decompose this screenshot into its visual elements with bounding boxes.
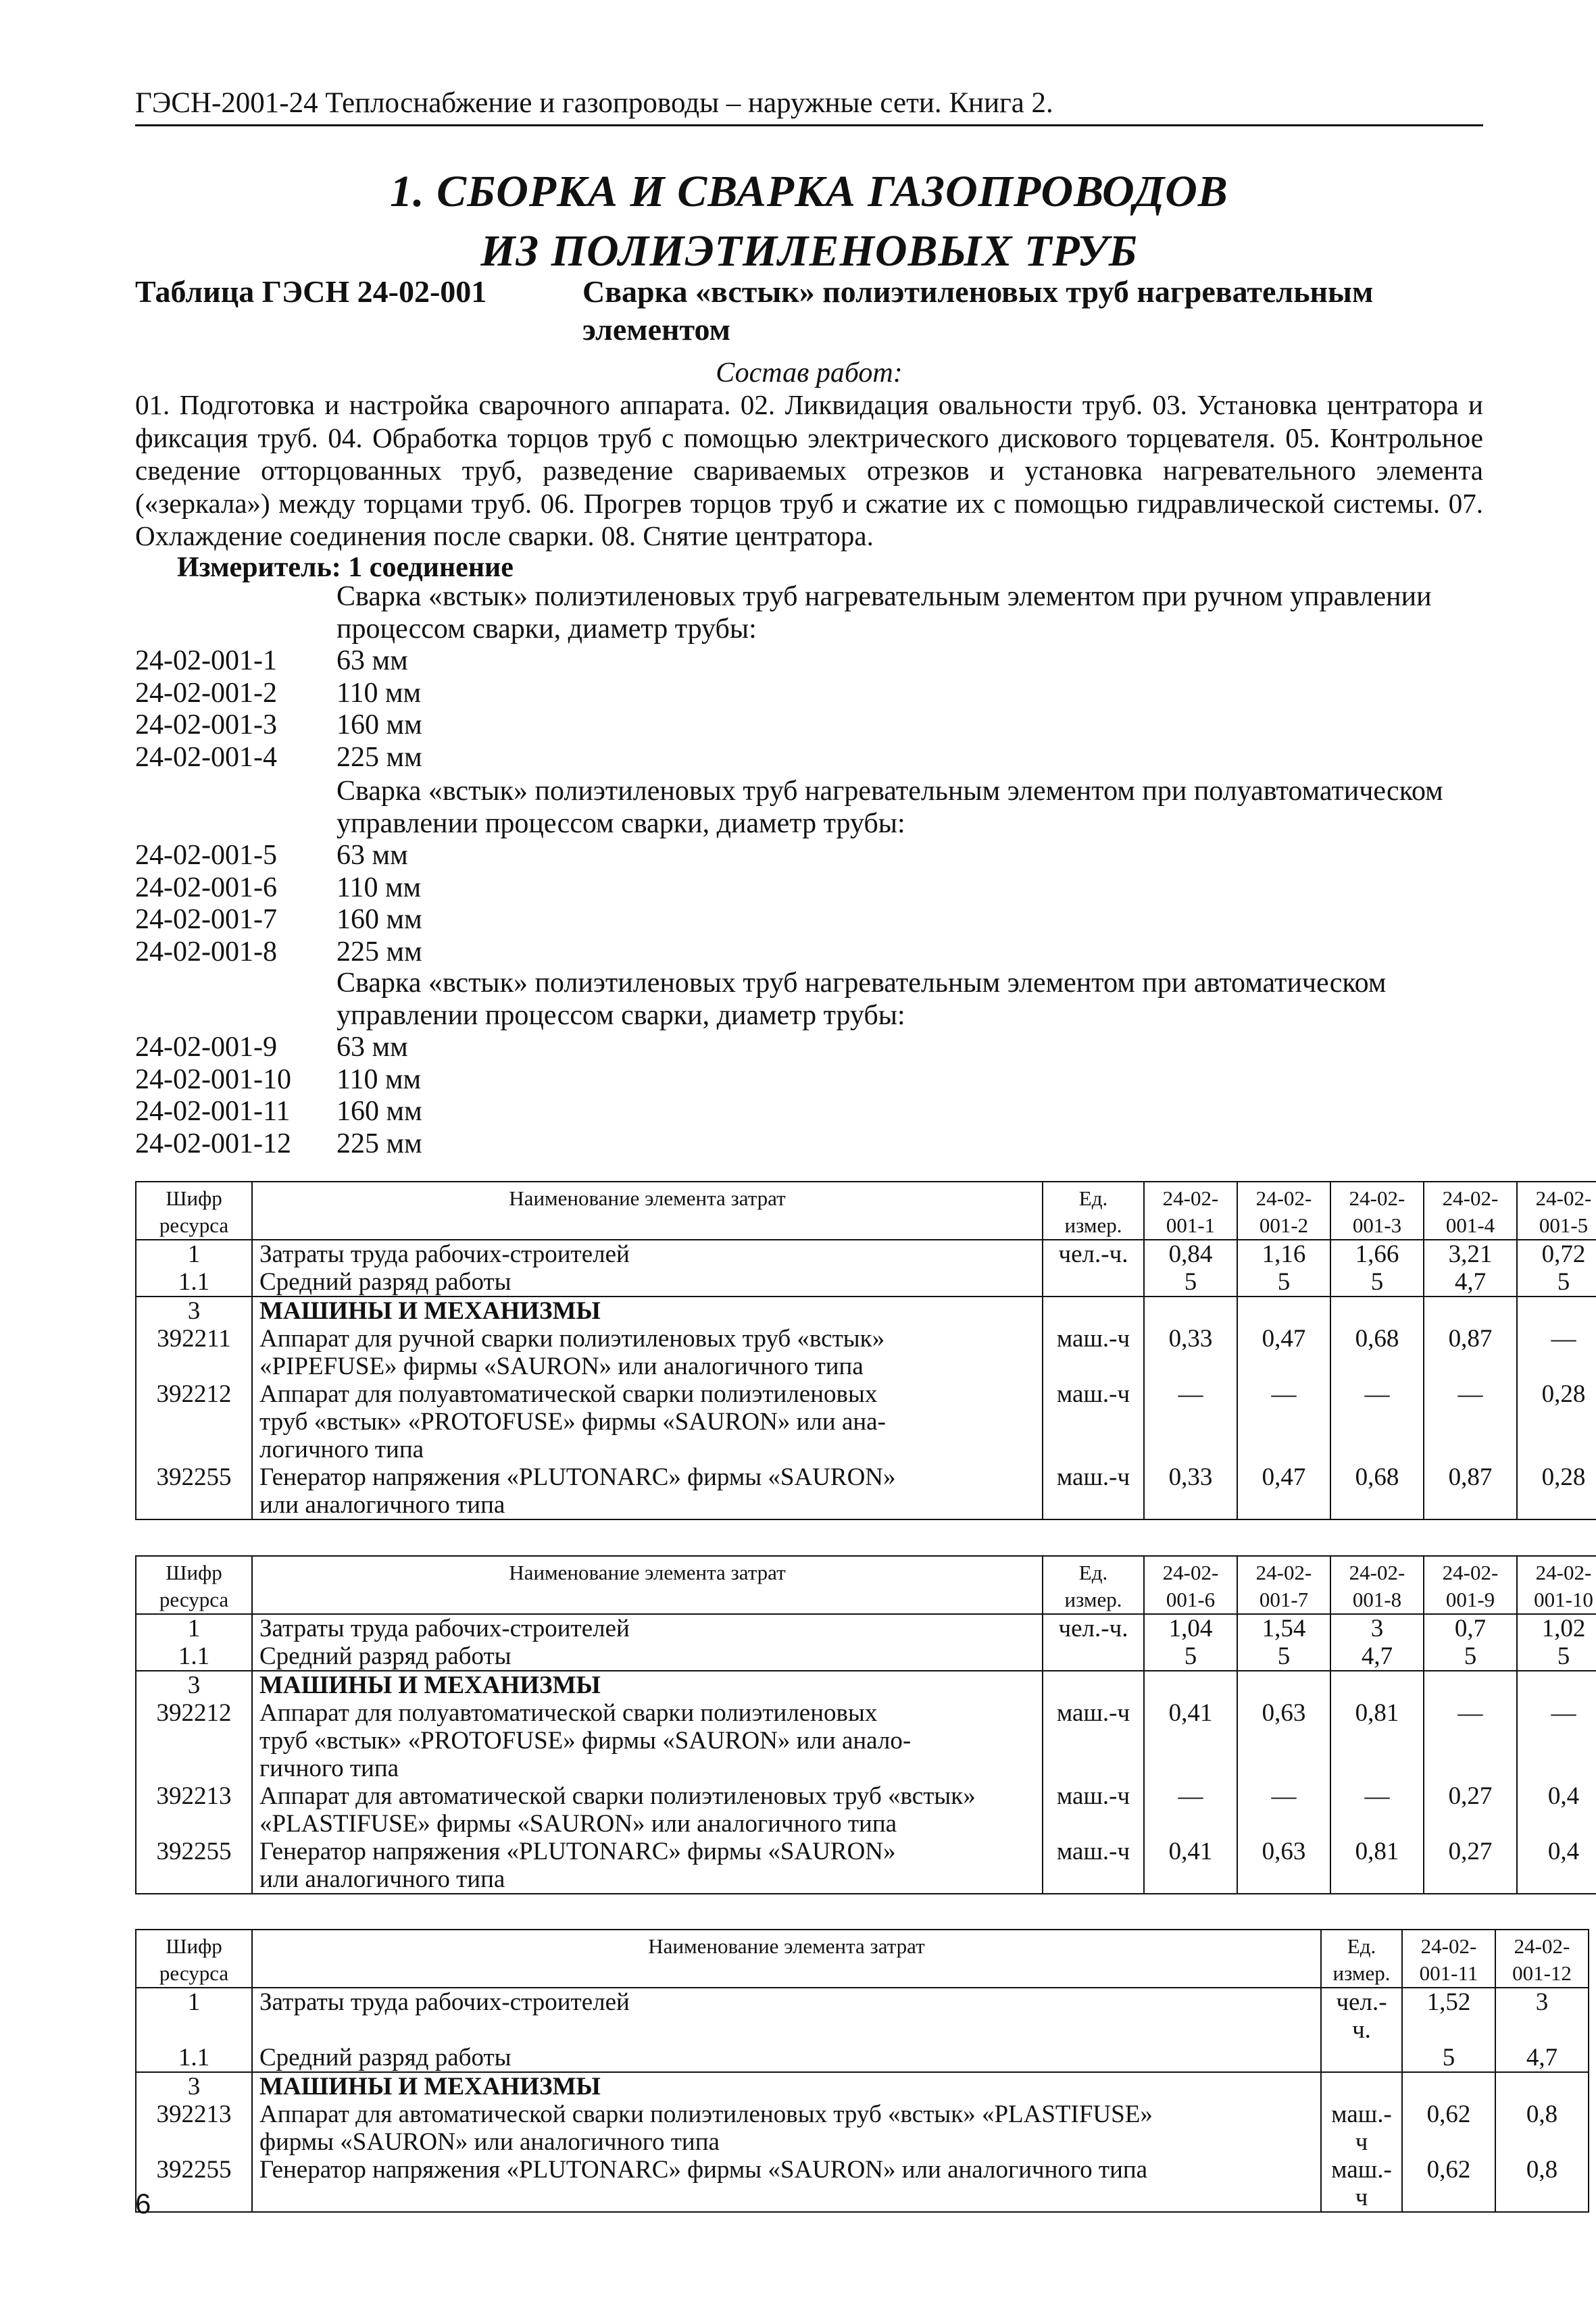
table-row	[136, 2044, 1589, 2072]
row-cipher: 392213	[136, 1782, 252, 1838]
table-label: Таблица ГЭСН 24-02-001	[135, 274, 487, 309]
table-row	[136, 1782, 1596, 1838]
row-name	[252, 2156, 1321, 2212]
variant-row	[135, 742, 1487, 774]
header-code	[1237, 1556, 1330, 1614]
variant-diameter: 160 мм	[336, 904, 422, 935]
table-row	[136, 1642, 1596, 1671]
row-value: 5	[1517, 1268, 1596, 1297]
row-name-line: логичного типа	[259, 1436, 424, 1463]
row-unit	[1321, 2072, 1402, 2101]
header-code-line: 24-02-	[1420, 1934, 1477, 1958]
header-code-line: 24-02-	[1535, 1561, 1592, 1584]
row-name	[252, 2101, 1321, 2156]
row-value: 1,04	[1144, 1614, 1237, 1642]
row-name-line: «PIPEFUSE» фирмы «SAURON» или аналогичного типа	[259, 1353, 864, 1380]
header-code-line: 24-02-	[1442, 1561, 1499, 1584]
row-name-line: Средний разряд работы	[259, 2044, 512, 2071]
row-unit	[1043, 1671, 1144, 1699]
variant-diameter: 63 мм	[336, 645, 408, 676]
row-value: 0,8	[1495, 2156, 1589, 2212]
row-unit: маш.-ч	[1321, 2156, 1402, 2212]
group-title: Сварка «встык» полиэтиленовых труб нагревательным элементом при автоматическом управлении процессом сварки, диаметр трубы:	[336, 967, 1387, 1031]
row-cipher: 392255	[136, 1838, 252, 1894]
header-unit-line: Ед.	[1347, 1934, 1376, 1958]
table-row	[136, 1671, 1596, 1699]
row-value: 0,41	[1144, 1699, 1237, 1782]
header-code	[1237, 1182, 1330, 1240]
header-code	[1402, 1930, 1495, 1988]
variant-row	[135, 840, 1487, 872]
table-header-row	[136, 1182, 1596, 1240]
group-title: Сварка «встык» полиэтиленовых труб нагревательным элементом при полуавтоматическом управлении процессом сварки, диаметр трубы:	[336, 776, 1443, 839]
variant-row	[135, 645, 1487, 678]
table-header-row	[136, 1930, 1589, 1988]
page-header: ГЭСН-2001-24 Теплоснабжение и газопроводы – наружные сети. Книга 2.	[135, 86, 1483, 126]
row-cipher: 1	[136, 1614, 252, 1642]
variant-row	[135, 904, 1487, 936]
row-name	[252, 1782, 1043, 1838]
row-name-line: «PLASTIFUSE» фирмы «SAURON» или аналогичного типа	[259, 1810, 897, 1838]
row-cipher: 392255	[136, 1463, 252, 1519]
row-name-line: Средний разряд работы	[259, 1642, 512, 1670]
table-row	[136, 1699, 1596, 1782]
header-cipher-line: ресурса	[159, 1588, 229, 1611]
header-cipher	[136, 1930, 252, 1988]
row-unit: маш.-ч	[1043, 1838, 1144, 1894]
meter-value: 1 соединение	[348, 552, 514, 583]
header-name: Наименование элемента затрат	[252, 1930, 1321, 1988]
variant-diameter: 110 мм	[336, 1063, 422, 1095]
row-name	[252, 1988, 1321, 2044]
section-title-line-1: 1. СБОРКА И СВАРКА ГАЗОПРОВОДОВ	[390, 167, 1228, 216]
row-value: 1,02	[1517, 1614, 1596, 1642]
row-unit: маш.-ч	[1043, 1699, 1144, 1782]
variant-row	[135, 709, 1487, 742]
row-name-line: Аппарат для автоматической сварки полиэтиленовых труб «встык» «PLASTIFUSE»	[259, 2101, 1153, 2128]
variant-row	[135, 1128, 1487, 1161]
row-name-line: труб «встык» «PROTOFUSE» фирмы «SAURON» или ана-	[259, 1408, 886, 1436]
row-value: 5	[1402, 2044, 1495, 2072]
row-value: 5	[1330, 1268, 1424, 1297]
row-value	[1330, 1297, 1424, 1325]
table-row	[136, 1838, 1596, 1894]
row-value: —	[1144, 1782, 1237, 1838]
variant-row	[135, 1096, 1487, 1128]
header-unit-line: Ед.	[1078, 1561, 1108, 1584]
row-name-line: Генератор напряжения «PLUTONARC» фирмы «SAURON»	[259, 1463, 896, 1491]
row-value: 3	[1330, 1614, 1424, 1642]
variant-diameter: 225 мм	[336, 936, 422, 967]
row-value: 0,81	[1330, 1699, 1424, 1782]
header-code-line: 001-2	[1259, 1213, 1309, 1237]
variant-row	[135, 1064, 1487, 1097]
page-number: 6	[135, 2188, 151, 2219]
resource-table	[135, 1929, 1589, 2213]
row-value: 0,4	[1517, 1838, 1596, 1894]
header-code-line: 24-02-	[1514, 1934, 1570, 1958]
header-code-line: 24-02-	[1535, 1186, 1592, 1210]
variant-code: 24-02-001-7	[135, 904, 277, 935]
table-row	[136, 1268, 1596, 1297]
header-cipher-line: Шифр	[166, 1561, 222, 1584]
row-value: 0,84	[1144, 1240, 1237, 1268]
row-value: 0,41	[1144, 1838, 1237, 1894]
row-unit: чел.-ч.	[1321, 1988, 1402, 2044]
row-value: 0,28	[1517, 1380, 1596, 1463]
row-name-line: или аналогичного типа	[259, 1865, 505, 1893]
header-code	[1330, 1182, 1424, 1240]
header-code-line: 001-7	[1259, 1588, 1309, 1611]
row-name	[252, 1463, 1043, 1519]
header-code-line: 001-10	[1534, 1588, 1593, 1611]
row-value: 0,27	[1424, 1838, 1517, 1894]
row-value: 5	[1237, 1642, 1330, 1671]
row-name-line: Затраты труда рабочих-строителей	[259, 1615, 630, 1642]
meter-label: Измеритель:	[177, 552, 341, 583]
header-code	[1517, 1556, 1596, 1614]
table-row	[136, 1988, 1589, 2044]
row-value: 0,47	[1237, 1325, 1330, 1380]
variant-diameter: 110 мм	[336, 677, 422, 709]
row-value: 0,87	[1424, 1463, 1517, 1519]
row-value: 0,27	[1424, 1782, 1517, 1838]
row-name-line: или аналогичного типа	[259, 1491, 505, 1519]
row-value: 3	[1495, 1988, 1589, 2044]
row-cipher: 1	[136, 1240, 252, 1268]
row-value: 0,68	[1330, 1463, 1424, 1519]
header-code-line: 24-02-	[1349, 1186, 1405, 1210]
variant-code: 24-02-001-1	[135, 645, 277, 676]
row-name	[252, 1325, 1043, 1380]
row-value: 0,28	[1517, 1463, 1596, 1519]
row-cipher: 3	[136, 2072, 252, 2101]
row-cipher: 3	[136, 1297, 252, 1325]
header-cipher-line: Шифр	[166, 1186, 222, 1210]
row-value	[1495, 2072, 1589, 2101]
row-unit	[1321, 2044, 1402, 2072]
table-title: Сварка «встык» полиэтиленовых труб нагревательным элементом	[582, 274, 1374, 347]
row-unit: маш.-ч	[1043, 1380, 1144, 1463]
row-value: 5	[1237, 1268, 1330, 1297]
resource-table	[135, 1555, 1596, 1894]
variant-code: 24-02-001-2	[135, 677, 277, 709]
row-value	[1144, 1671, 1237, 1699]
row-name-line: Аппарат для полуавтоматической сварки полиэтиленовых	[259, 1699, 878, 1727]
row-cipher: 392255	[136, 2156, 252, 2212]
row-name	[252, 1240, 1043, 1268]
row-name	[252, 1380, 1043, 1463]
meter-line	[177, 551, 514, 584]
variant-row	[135, 1032, 1487, 1064]
variant-diameter: 110 мм	[336, 872, 422, 903]
row-value: —	[1424, 1699, 1517, 1782]
row-value	[1237, 1297, 1330, 1325]
row-value: —	[1517, 1699, 1596, 1782]
row-name	[252, 1838, 1043, 1894]
row-value	[1424, 1671, 1517, 1699]
table-row	[136, 1380, 1596, 1463]
variant-diameter: 160 мм	[336, 709, 422, 740]
header-unit-line: измер.	[1332, 1961, 1391, 1985]
table-row	[136, 2101, 1589, 2156]
table-header-row	[136, 1556, 1596, 1614]
table-row	[136, 2072, 1589, 2101]
variant-diameter: 63 мм	[336, 1032, 408, 1063]
variant-diameter: 160 мм	[336, 1096, 422, 1127]
variant-diameter: 225 мм	[336, 1128, 422, 1159]
row-value	[1517, 1297, 1596, 1325]
header-code	[1330, 1556, 1424, 1614]
section-title	[135, 162, 1483, 281]
row-name-line: Средний разряд работы	[259, 1268, 512, 1296]
row-name-line: Затраты труда рабочих-строителей	[259, 1988, 630, 2016]
row-value: 1,66	[1330, 1240, 1424, 1268]
row-name-line: Генератор напряжения «PLUTONARC» фирмы «SAURON» или аналогичного типа	[259, 2156, 1148, 2184]
header-name: Наименование элемента затрат	[252, 1182, 1043, 1240]
work-composition-heading: Состав работ:	[716, 357, 903, 388]
row-value: —	[1330, 1380, 1424, 1463]
header-code-line: 24-02-	[1255, 1186, 1312, 1210]
variant-row	[135, 678, 1487, 710]
row-cipher: 392213	[136, 2101, 252, 2156]
header-unit	[1321, 1930, 1402, 1988]
resource-table	[135, 1181, 1596, 1520]
row-value: 0,47	[1237, 1463, 1330, 1519]
header-code	[1424, 1182, 1517, 1240]
header-code-line: 001-1	[1166, 1213, 1216, 1237]
work-composition-text: 01. Подготовка и настройка сварочного аппарата. 02. Ликвидация овальности труб. 03. Установка центратора и фиксация труб. 04. Обработка торцов труб с помощью электрического дискового торцевателя. 05. Контрольное сведение отторцованных труб, разведение свариваемых отрезков и установка нагревательного элемента («зеркала») между торцами труб. 06. Прогрев торцов труб и сжатие их с помощью гидравлической системы. 07. Охлаждение соединения после сварки. 08. Снятие центратора.	[135, 389, 1483, 551]
row-value: 4,7	[1424, 1268, 1517, 1297]
header-code-line: 24-02-	[1255, 1561, 1312, 1584]
row-name	[252, 2044, 1321, 2072]
row-value: 0,33	[1144, 1325, 1237, 1380]
header-code-line: 001-12	[1512, 1961, 1572, 1985]
header-unit	[1043, 1182, 1144, 1240]
row-name-line: фирмы «SAURON» или аналогичного типа	[259, 2128, 720, 2156]
row-value: 0,4	[1517, 1782, 1596, 1838]
header-cipher	[136, 1182, 252, 1240]
row-unit	[1043, 1642, 1144, 1671]
header-code	[1517, 1182, 1596, 1240]
row-value: 0,7	[1424, 1614, 1517, 1642]
header-cipher	[136, 1556, 252, 1614]
row-name	[252, 2072, 1321, 2101]
row-cipher: 392212	[136, 1699, 252, 1782]
row-cipher: 1.1	[136, 1642, 252, 1671]
row-name-line: Генератор напряжения «PLUTONARC» фирмы «SAURON»	[259, 1838, 896, 1865]
row-name-line: Аппарат для полуавтоматической сварки полиэтиленовых	[259, 1380, 878, 1408]
row-value: 5	[1517, 1642, 1596, 1671]
row-value: 0,81	[1330, 1838, 1424, 1894]
row-value: 4,7	[1495, 2044, 1589, 2072]
variant-diameter: 63 мм	[336, 840, 408, 871]
row-name-line: Аппарат для автоматической сварки полиэтиленовых труб «встык»	[259, 1782, 976, 1810]
row-value	[1144, 1297, 1237, 1325]
row-value: —	[1237, 1782, 1330, 1838]
variant-code: 24-02-001-8	[135, 936, 277, 967]
header-code-line: 001-4	[1445, 1213, 1495, 1237]
table-row	[136, 1297, 1596, 1325]
header-cipher-line: Шифр	[166, 1934, 222, 1958]
row-value: 0,87	[1424, 1325, 1517, 1380]
header-code-line: 001-11	[1419, 1961, 1478, 1985]
variant-code: 24-02-001-4	[135, 741, 277, 773]
row-value	[1402, 2072, 1495, 2101]
row-value: 0,62	[1402, 2101, 1495, 2156]
row-name-line: МАШИНЫ И МЕХАНИЗМЫ	[259, 1671, 601, 1699]
table-row	[136, 2156, 1589, 2212]
row-cipher: 392211	[136, 1325, 252, 1380]
row-unit	[1043, 1297, 1144, 1325]
header-code	[1144, 1182, 1237, 1240]
variant-code: 24-02-001-11	[135, 1096, 291, 1127]
row-value: 1,16	[1237, 1240, 1330, 1268]
row-value: —	[1237, 1380, 1330, 1463]
variant-diameter: 225 мм	[336, 741, 422, 773]
row-name-line: гичного типа	[259, 1755, 399, 1782]
table-row	[136, 1463, 1596, 1519]
row-value: 4,7	[1330, 1642, 1424, 1671]
header-code-line: 24-02-	[1442, 1186, 1499, 1210]
row-value: 0,68	[1330, 1325, 1424, 1380]
row-value: 0,62	[1402, 2156, 1495, 2212]
header-code-line: 24-02-	[1349, 1561, 1405, 1584]
header-code	[1424, 1556, 1517, 1614]
header-cipher-line: ресурса	[159, 1213, 229, 1237]
variant-code: 24-02-001-3	[135, 709, 277, 740]
variant-row	[135, 872, 1487, 905]
header-unit-line: Ед.	[1078, 1186, 1108, 1210]
variant-group	[135, 967, 1487, 1160]
header-name: Наименование элемента затрат	[252, 1556, 1043, 1614]
variant-code: 24-02-001-12	[135, 1128, 291, 1159]
row-name	[252, 1268, 1043, 1297]
row-value: 0,72	[1517, 1240, 1596, 1268]
row-cipher: 1.1	[136, 1268, 252, 1297]
row-name-line: труб «встык» «PROTOFUSE» фирмы «SAURON» или анало-	[259, 1727, 912, 1755]
variant-code: 24-02-001-5	[135, 840, 277, 871]
row-cipher: 1	[136, 1988, 252, 2044]
row-name	[252, 1642, 1043, 1671]
header-code-line: 001-5	[1539, 1213, 1589, 1237]
row-cipher: 3	[136, 1671, 252, 1699]
row-unit: маш.-ч	[1043, 1463, 1144, 1519]
row-unit	[1043, 1268, 1144, 1297]
row-name-line: МАШИНЫ И МЕХАНИЗМЫ	[259, 1297, 601, 1325]
variant-code: 24-02-001-10	[135, 1063, 291, 1095]
table-row	[136, 1614, 1596, 1642]
header-code-line: 001-8	[1352, 1588, 1402, 1611]
row-value	[1330, 1671, 1424, 1699]
row-unit: чел.-ч.	[1043, 1240, 1144, 1268]
header-code	[1495, 1930, 1589, 1988]
header-cipher-line: ресурса	[159, 1961, 229, 1985]
header-code-line: 001-3	[1352, 1213, 1402, 1237]
row-name	[252, 1671, 1043, 1699]
row-unit: маш.-ч	[1043, 1325, 1144, 1380]
row-name-line: Аппарат для ручной сварки полиэтиленовых труб «встык»	[259, 1325, 885, 1353]
row-value: 5	[1144, 1268, 1237, 1297]
section-title-line-2: ИЗ ПОЛИЭТИЛЕНОВЫХ ТРУБ	[480, 226, 1138, 276]
row-value	[1424, 1297, 1517, 1325]
row-value	[1517, 1671, 1596, 1699]
row-value: —	[1517, 1325, 1596, 1380]
row-unit: маш.-ч	[1043, 1782, 1144, 1838]
row-value	[1237, 1671, 1330, 1699]
row-name	[252, 1614, 1043, 1642]
variant-group	[135, 776, 1487, 968]
row-name	[252, 1297, 1043, 1325]
row-value: —	[1330, 1782, 1424, 1838]
row-value: 0,63	[1237, 1838, 1330, 1894]
row-cipher: 1.1	[136, 2044, 252, 2072]
group-title: Сварка «встык» полиэтиленовых труб нагревательным элементом при ручном управлении процессом сварки, диаметр трубы:	[336, 581, 1432, 645]
row-value: 0,33	[1144, 1463, 1237, 1519]
header-unit-line: измер.	[1064, 1213, 1122, 1237]
header-code-line: 001-9	[1445, 1588, 1495, 1611]
row-value: —	[1144, 1380, 1237, 1463]
row-value: 5	[1424, 1642, 1517, 1671]
row-unit: маш.-ч	[1321, 2101, 1402, 2156]
header-unit	[1043, 1556, 1144, 1614]
table-row	[136, 1240, 1596, 1268]
table-row	[136, 1325, 1596, 1380]
row-value: —	[1424, 1380, 1517, 1463]
header-code	[1144, 1556, 1237, 1614]
row-name	[252, 1699, 1043, 1782]
row-value: 0,63	[1237, 1699, 1330, 1782]
row-cipher: 392212	[136, 1380, 252, 1463]
variant-code: 24-02-001-9	[135, 1032, 277, 1063]
variant-row	[135, 936, 1487, 969]
row-value: 1,52	[1402, 1988, 1495, 2044]
row-name-line: Затраты труда рабочих-строителей	[259, 1240, 630, 1268]
header-unit-line: измер.	[1064, 1588, 1122, 1611]
row-value: 5	[1144, 1642, 1237, 1671]
row-value: 0,8	[1495, 2101, 1589, 2156]
header-code-line: 24-02-	[1162, 1561, 1219, 1584]
row-name-line: МАШИНЫ И МЕХАНИЗМЫ	[259, 2073, 601, 2101]
row-value: 1,54	[1237, 1614, 1330, 1642]
variant-code: 24-02-001-6	[135, 872, 277, 903]
header-code-line: 24-02-	[1162, 1186, 1219, 1210]
row-unit: чел.-ч.	[1043, 1614, 1144, 1642]
header-code-line: 001-6	[1166, 1588, 1216, 1611]
row-value: 3,21	[1424, 1240, 1517, 1268]
variant-group	[135, 581, 1487, 774]
